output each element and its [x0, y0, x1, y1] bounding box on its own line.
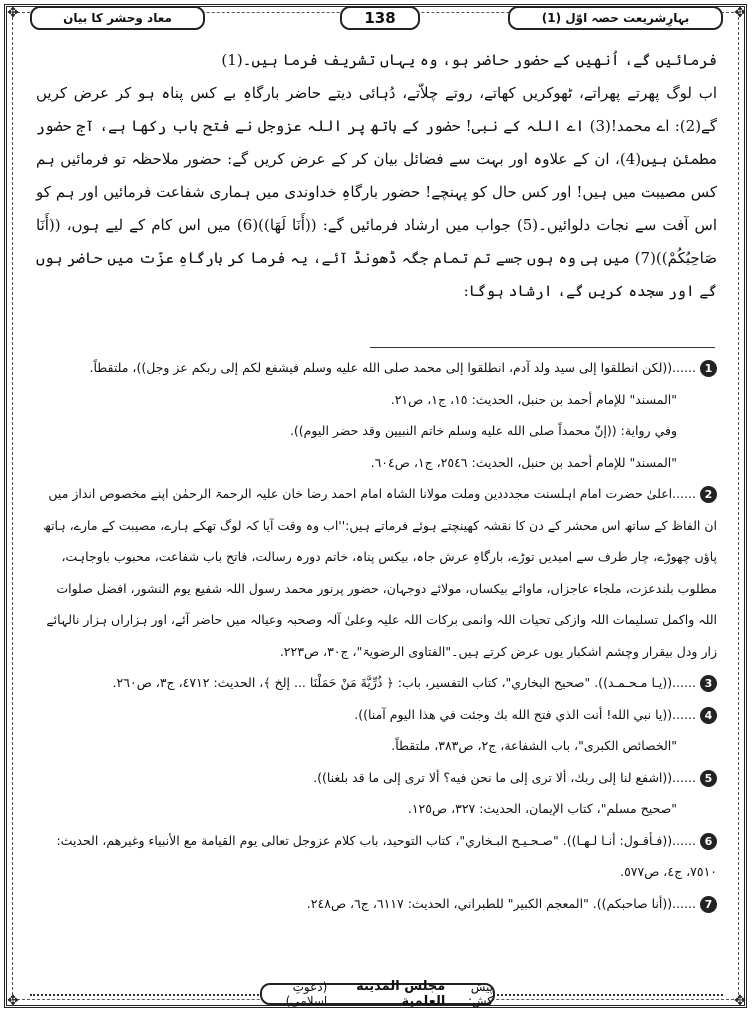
footnote-number: 4 [700, 707, 717, 724]
paragraph: اب لوگ پھرتے پھراتے، ٹھوکریں کھاتے، روتے چلاّتے، دُہائی دیتے حاضر بارگاہِ بے کس پناہ ہو کر عرض کریں گے(2): اے محمد!(3) اے اللہ کے نبی! حضور کے ہاتھ پر اللہ عزوجل نے فتح باب رکھا ہے، آج حضور مطمئن ہیں(4)، ان کے علاوہ اور بہت سے فضائل بیان کر کے عرض کریں گے: حضور ملاحظہ تو فرمائیں ہم کس مصیبت میں ہیں! اور کس حال کو پہنچے! حضور بارگاہِ خداوندی میں ہماری شفاعت فرمائیں اور ہم کو اس آفت سے نجات دلوائیں۔(5) جواب میں ارشاد فرمائیں گے: ((أَنَا لَهَا))(6) میں اس کام کے لیے ہوں، ((أَنَا صَاحِبُكُمْ))(7) میں ہی وہ ہوں جسے تم تمام جگہ ڈھونڈ آئے، یہ فرما کر بارگاہِ عزّت میں حاضر ہوں گے اور سجدہ کریں گے، ارشاد ہوگا: [36, 84, 718, 300]
footnote-line: "الخصائص الكبرى"، باب الشفاعة، ج٢، ص٣٨٣، ملتقطاً. [391, 738, 677, 753]
footnote-number: 1 [700, 360, 717, 377]
footnote-line: "المسند" للإمام أحمد بن حنبل، الحديث: ٢٥٤٦، ج١، ص٦٠٤. [370, 454, 677, 470]
ornament-icon: ✥ [7, 993, 19, 1009]
main-text [36, 44, 717, 308]
footnote-3: 3......((يـا مـحـمـد)). "صحيح البخاري"، كتاب التفسير، باب: ﴿ ذُرِّيَّةَ مَنْ حَمَلْنَا ... إلخ ﴾، الحديث: ٤٧١٢، ج٣، ص٢٦٠. [36, 667, 717, 699]
ornament-icon: ✥ [7, 5, 19, 21]
book-title: بہارِشریعت حصہ اوّل (1) [508, 6, 723, 30]
ornament-icon: ✥ [734, 993, 746, 1009]
footnote-4: 4......((يا نبي الله! أنت الذي فتح الله بك وجئت في هذا اليوم آمنا)). [36, 699, 717, 731]
footnote-line: "صحيح مسلم"، كتاب الإيمان، الحديث: ٣٢٧، ص١٢٥. [407, 801, 677, 816]
footnotes [36, 352, 717, 919]
footnote-number: 2 [700, 486, 717, 503]
page-footer [0, 980, 753, 1010]
footnote-number: 5 [700, 770, 717, 787]
footnote-number: 7 [700, 896, 717, 913]
footnote-7: 7......((أنا صاحبكم)). "المعجم الكبير" للطبراني، الحديث: ٦١١٧، ج٦، ص٢٤٨. [36, 888, 717, 920]
footnote-1: 1......((لكن انطلقوا إلى سيد ولد آدم، انطلقوا إلى محمد صلى الله عليه وسلم فيشفع لكم إلى ربكم عز وجل))، ملتقطاً. [36, 352, 717, 384]
footnote-line: "المسند" للإمام أحمد بن حنبل، الحديث: ١٥، ج١، ص٢١. [390, 391, 677, 407]
footnote-number: 3 [700, 675, 717, 692]
footnote-separator [370, 347, 715, 348]
publisher-name: مجلس المدينة العلمية [356, 979, 446, 1009]
publisher-note: (دعوتِ اسلامی) [285, 980, 328, 1008]
paragraph: فرمائیں گے، اُنھیں کے حضور حاضر ہو، وہ یہاں تشریف فرما ہیں۔(1) [221, 51, 717, 69]
footnote-2: 2......اعلیٰ حضرت امام اہلسنت مجدددین وملت مولانا الشاہ امام احمد رضا خان علیہ الرحمۃ الرحمٰن اپنے مخصوص انداز میں ان الفاظ کے ساتھ اس محشر کے دن کا نقشہ کھینچتے ہوئے فرماتے ہیں:''اب وہ وقت آیا کہ لوگ تھکے ہارے، مصیبت کے مارے، ہاتھ پاؤں چھوڑے، چار طرف سے امیدیں توڑے، بارگاہِ عرش جاہ، بیکس پناہ، خاتم دورہ رسالت، فاتح باب شفاعت، محبوب باوجاہت، مطلوب بلندعزت، ملجاء عاجزاں، ماوائے بیکساں، مولائے دوجہان، حضور پرنور محمد رسول اللہ شفیع یوم النشور، افضل صلوات اللہ واکمل تسلیمات اللہ وازکی تحیات اللہ وانمی برکات اللہ علیہ وعلیٰ آلہ وصحبہ وعیالہ میں حاضر آئے، اور ہزاراں ہزار نالہائے زار ودل بیقرار وچشم اشکبار یوں عرض کرتے ہیں۔"الفتاوی الرضویۃ"، ج٣٠، ص٢٢٣. [43, 486, 717, 659]
footnote-number: 6 [700, 833, 717, 850]
footnote-line: وفي رواية: ((إنّ محمداً صلى الله عليه وسلم خاتم النبيين وقد حضر اليوم)). [289, 423, 677, 438]
footnote-5: 5......((اشفع لنا إلى ربك، ألا ترى إلى ما نحن فيه؟ ألا ترى إلى ما قد بلغنا)). [36, 762, 717, 794]
presenter-label: پیش کش: [467, 980, 493, 1008]
chapter-title: معاد وحشر کا بیان [30, 6, 205, 30]
publisher-box [260, 979, 495, 1009]
page-number: 138 [340, 6, 420, 30]
ornament-icon: ✥ [734, 5, 746, 21]
footnote-6: 6......((فـأقـول: أنـا لـهـا)). "صـحـيـح البـخاري"، كتاب التوحيد، باب كلام عزوجل تعالى يوم القيامة مع الأنبياء وغيرهم، الحديث: ٧٥١٠، ج٤، ص٥٧٧. [56, 832, 717, 879]
